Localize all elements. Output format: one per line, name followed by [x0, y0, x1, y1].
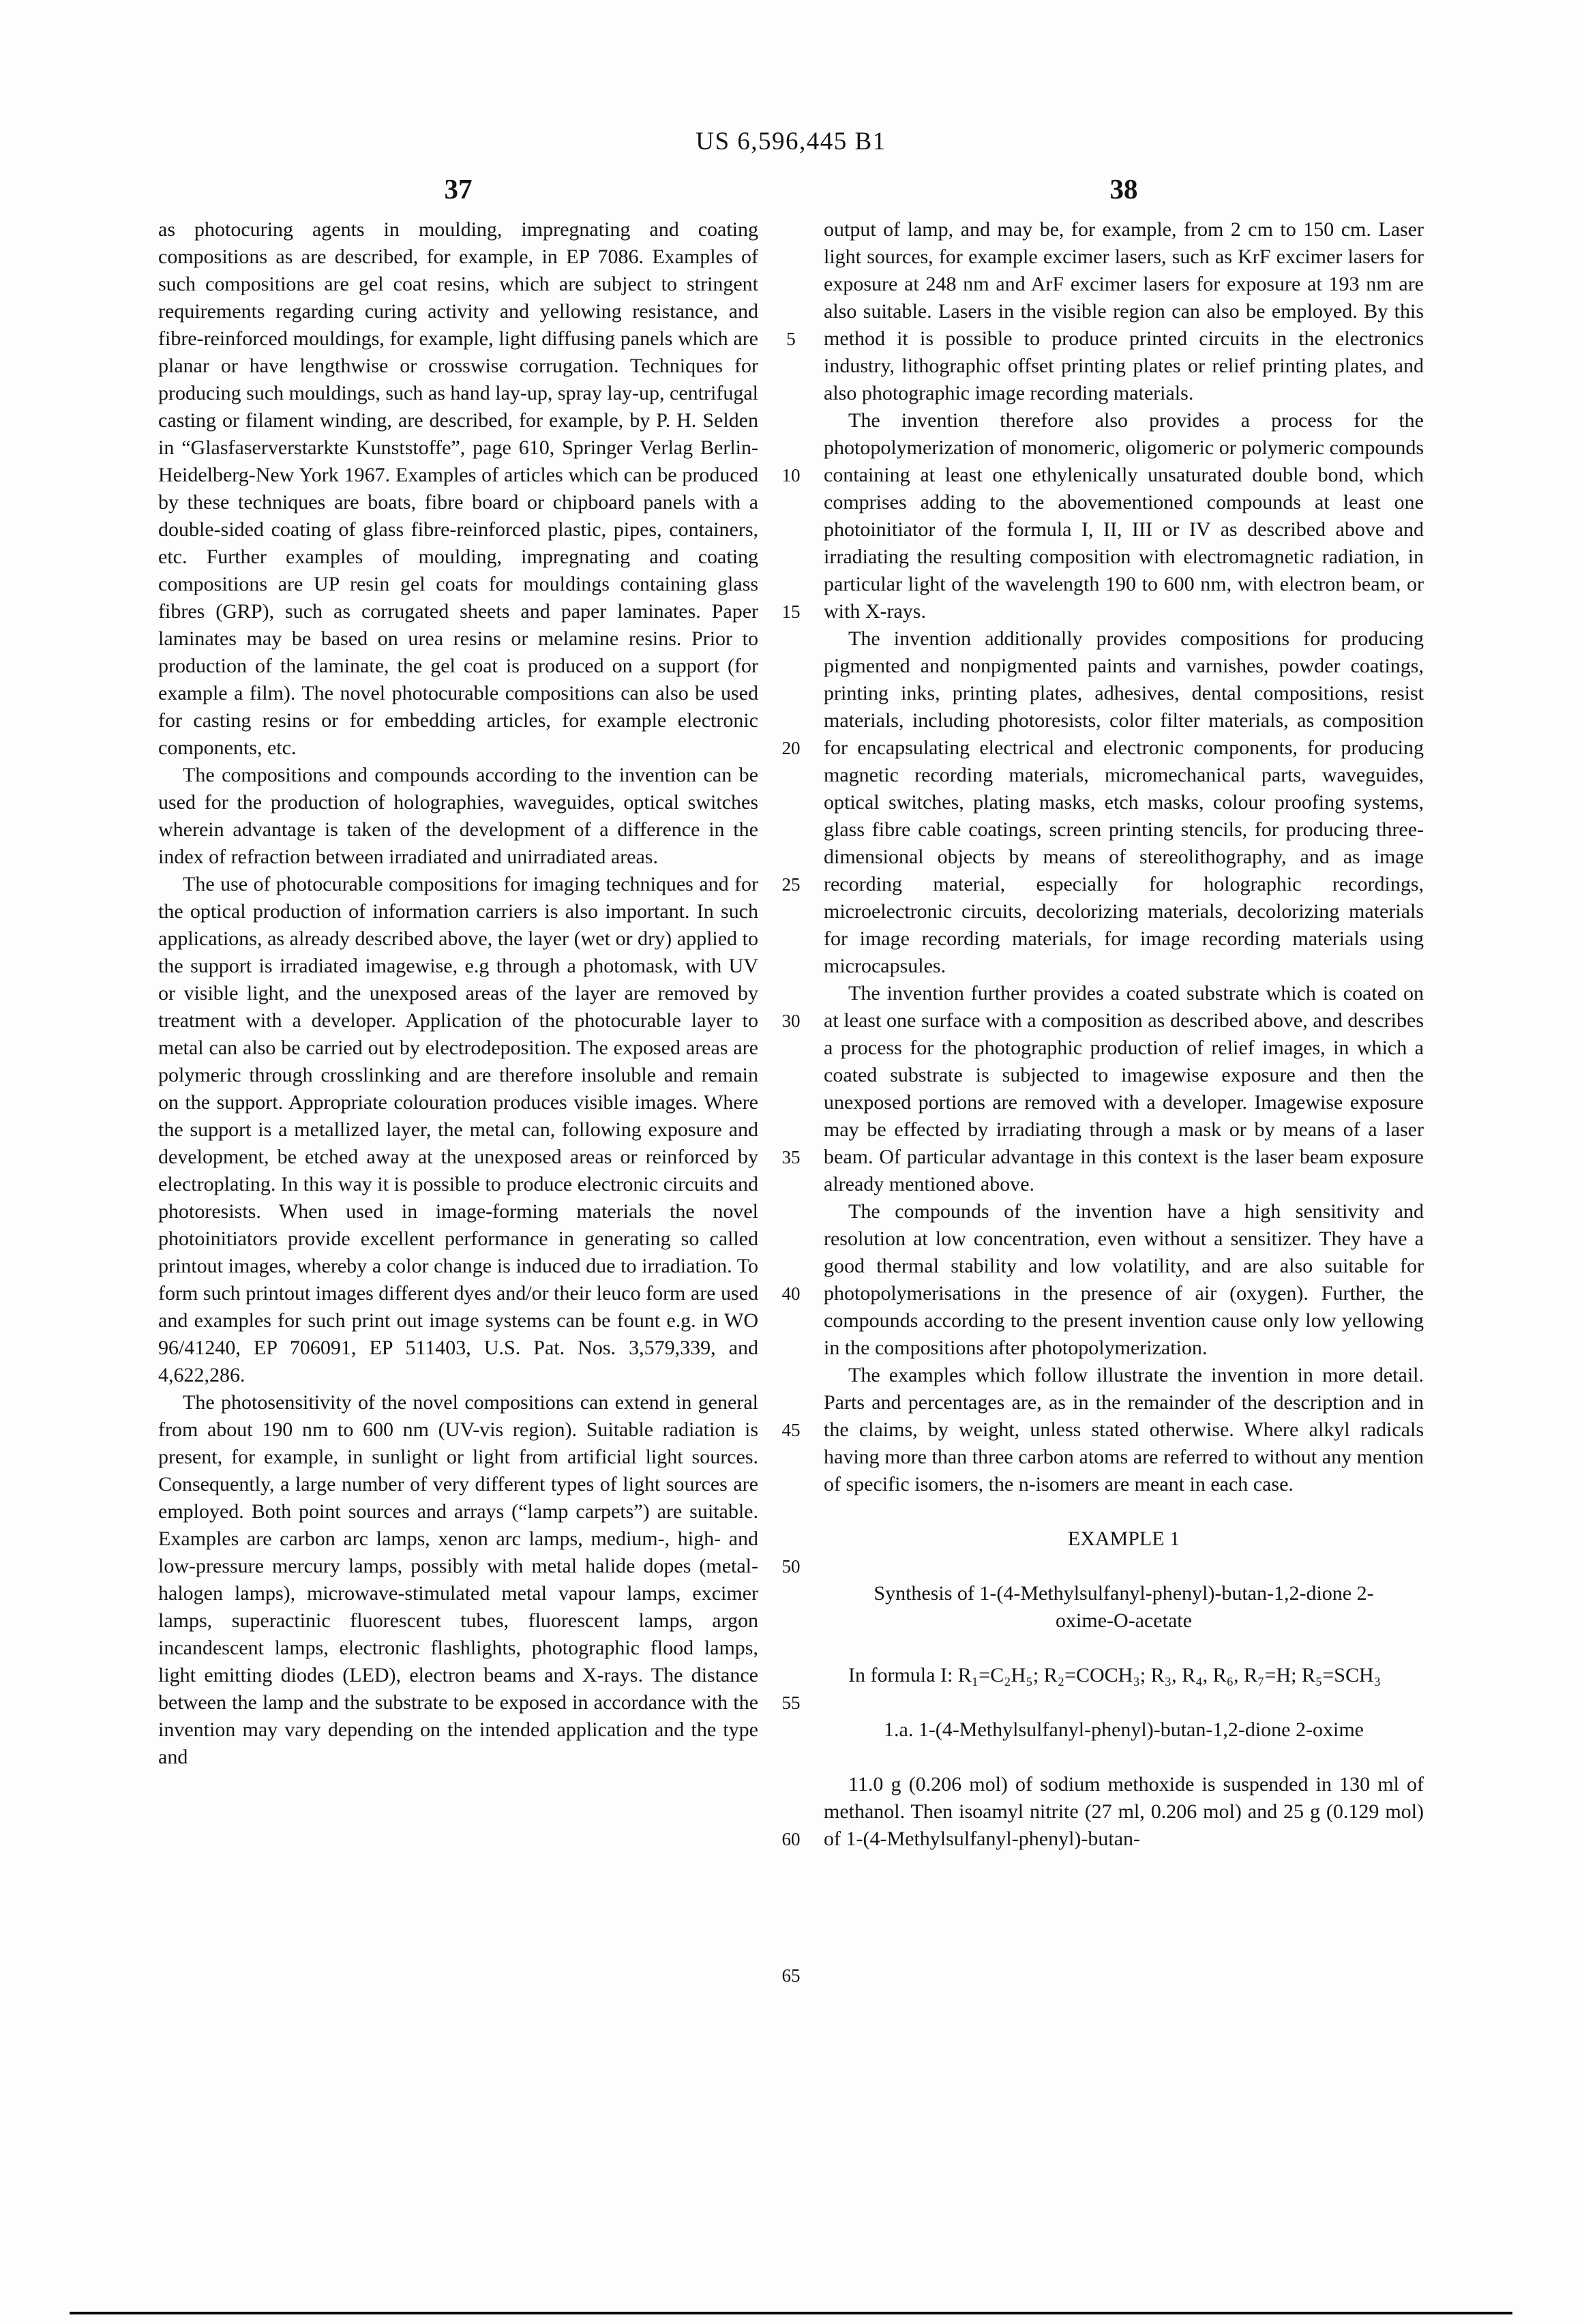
page-body [158, 216, 1424, 1986]
line-number: 55 [781, 1693, 801, 1713]
line-number: 15 [781, 601, 801, 622]
line-number: 45 [781, 1420, 801, 1440]
paragraph: The compositions and compounds according to the invention can be used for the production of holographies, waveguides, optical switches wherein advantage is taken of the development of a difference in the index of refraction between irradiated and unirradiated areas. [158, 764, 758, 868]
page-header [0, 0, 1582, 205]
paragraph: The photosensitivity of the novel compositions can extend in general from about 190 nm to 600 nm (UV-vis region). Suitable radiation is present, for example, in sunlight or light from artificial light sources. Consequently, a large number of very different types of light sources are employed. Both point sources and arrays (“lamp carpets”) are suitable. Examples are carbon arc lamps, xenon arc lamps, medium-, high- and low-pressure mercury lamps, possibly with metal halide dopes (metal-halogen lamps), microwave-stimulated metal vapour lamps, excimer lamps, superactinic fluorescent tubes, fluorescent lamps, argon incandescent lamps, electronic flashlights, photographic flood lamps, light emitting diodes (LED), electron beams and X-rays. The distance between the lamp and the substrate to be exposed in accordance with the invention may vary depending on the intended application and the type and [158, 1391, 758, 1768]
right-column [824, 216, 1424, 1853]
line-number: 50 [781, 1556, 801, 1577]
line-number: 25 [781, 874, 801, 895]
subheading: 1.a. 1-(4-Methylsulfanyl-phenyl)-butan-1,2-dione 2-oxime [884, 1718, 1364, 1741]
paragraph: 11.0 g (0.206 mol) of sodium methoxide is suspended in 130 ml of methanol. Then isoamyl nitrite (27 ml, 0.206 mol) and 25 g (0.129 mol) of 1-(4-Methylsulfanyl-phenyl)-butan- [824, 1773, 1424, 1850]
left-column [158, 216, 758, 1853]
line-number: 20 [781, 738, 801, 758]
line-number-gutter [758, 216, 824, 1986]
paragraph: In formula I: R₁=C₂H₅; R₂=COCH₃; R₃, R₄, R₆, R₇=H; R₅=SCH₃ [848, 1664, 1382, 1686]
paragraph: output of lamp, and may be, for example, from 2 cm to 150 cm. Laser light sources, for example excimer lasers, such as KrF excimer lasers for exposure at 248 nm and ArF excimer lasers for exposure at 193 nm are also suitable. Lasers in the visible region can also be employed. By this method it is possible to produce printed circuits in the electronics industry, lithographic offset printing plates or relief printing plates, and also photographic image recording materials. [824, 218, 1424, 404]
line-number: 65 [781, 1965, 801, 1986]
paragraph: The invention additionally provides compositions for producing pigmented and nonpigmented paints and varnishes, powder coatings, printing inks, printing plates, adhesives, dental compositions, resist materials, including photoresists, color filter materials, as composition for encapsulating electrical and electronic components, for producing magnetic recording materials, micromechanical parts, waveguides, optical switches, plating masks, etch masks, colour proofing systems, glass fibre cable coatings, screen printing stencils, for producing three-dimensional objects by means of stereolithography, and as image recording material, especially for holographic recordings, microelectronic circuits, decolorizing materials, decolorizing materials for image recording materials, for image recording materials using microcapsules. [824, 627, 1424, 977]
column-number-right: 38 [1109, 173, 1138, 205]
column-number-spacer [758, 173, 824, 205]
column-number-left: 37 [444, 173, 473, 205]
column-number-row [158, 173, 1424, 205]
patent-number: US 6,596,445 B1 [696, 128, 886, 155]
subheading: Synthesis of 1-(4-Methylsulfanyl-phenyl)-butan-1,2-dione 2-oxime-O-acetate [874, 1582, 1374, 1632]
paragraph: as photocuring agents in moulding, impregnating and coating compositions as are described, for example, in EP 7086. Examples of such compositions are gel coat resins, which are subject to stringent requirements regarding curing activity and yellowing resistance, and fibre-reinforced mouldings, for example, light diffusing panels which are planar or have lengthwise or crosswise corrugation. Techniques for producing such mouldings, such as hand lay-up, spray lay-up, centrifugal casting or filament winding, are described, for example, by P. H. Selden in “Glasfaserverstarkte Kunststoffe”, page 610, Springer Verlag Berlin-Heidelberg-New York 1967. Examples of articles which can be produced by these techniques are boats, fibre board or chipboard panels with a double-sided coating of glass fibre-reinforced plastic, pipes, containers, etc. Further examples of moulding, impregnating and coating compositions are UP resin gel coats for mouldings containing glass fibres (GRP), such as corrugated sheets and paper laminates. Paper laminates may be based on urea resins or melamine resins. Prior to production of the laminate, the gel coat is produced on a support (for example a film). The novel photocurable compositions can also be used for casting resins or for embedding articles, for example electronic components, etc. [158, 218, 758, 759]
paragraph: The examples which follow illustrate the invention in more detail. Parts and percentages are, as in the remainder of the description and in the claims, by weight, unless stated otherwise. Where alkyl radicals having more than three carbon atoms are referred to without any mention of specific isomers, the n-isomers are meant in each case. [824, 1364, 1424, 1495]
line-number: 35 [781, 1147, 801, 1167]
line-number: 60 [781, 1829, 801, 1849]
line-number: 5 [786, 329, 796, 349]
heading: EXAMPLE 1 [1067, 1528, 1180, 1550]
page-bottom-rule [70, 2312, 1512, 2314]
line-number: 10 [781, 465, 801, 486]
paragraph: The compounds of the invention have a high sensitivity and resolution at low concentration, even without a sensitizer. They have a good thermal stability and low volatility, and are also suitable for photopolymerisations in the presence of air (oxygen). Further, the compounds according to the present invention cause only low yellowing in the compositions after photopolymerization. [824, 1200, 1424, 1359]
paragraph: The invention further provides a coated substrate which is coated on at least one surface with a composition as described above, and describes a process for the photographic production of relief images, in which a coated substrate is subjected to imagewise exposure and then the unexposed portions are removed with a developer. Imagewise exposure may be effected by irradiating through a mask or by means of a laser beam. Of particular advantage in this context is the laser beam exposure already mentioned above. [824, 982, 1424, 1195]
paragraph: The invention therefore also provides a process for the photopolymerization of monomeric, oligomeric or polymeric compounds containing at least one ethylenically unsaturated double bond, which comprises adding to the abovementioned compounds at least one photoinitiator of the formula I, II, III or IV as described above and irradiating the resulting composition with electromagnetic radiation, in particular light of the wavelength 190 to 600 nm, with electron beam, or with X-rays. [824, 409, 1424, 623]
line-number: 30 [781, 1011, 801, 1031]
paragraph: The use of photocurable compositions for imaging techniques and for the optical production of information carriers is also important. In such applications, as already described above, the layer (wet or dry) applied to the support is irradiated imagewise, e.g through a photomask, with UV or visible light, and the unexposed areas of the layer are removed by treatment with a developer. Application of the photocurable layer to metal can also be carried out by electrodeposition. The exposed areas are polymeric through crosslinking and are therefore insoluble and remain on the support. Appropriate colouration produces visible images. Where the support is a metallized layer, the metal can, following exposure and development, be etched away at the unexposed areas or reinforced by electroplating. In this way it is possible to produce electronic circuits and photoresists. When used in image-forming materials the novel photoinitiators provide excellent performance in generating so called printout images, whereby a color change is induced due to irradiation. To form such printout images different dyes and/or their leuco form are used and examples for such print out image systems can be fount e.g. in WO 96/41240, EP 706091, EP 511403, U.S. Pat. Nos. 3,579,339, and 4,622,286. [158, 873, 759, 1386]
line-number: 40 [781, 1283, 801, 1304]
